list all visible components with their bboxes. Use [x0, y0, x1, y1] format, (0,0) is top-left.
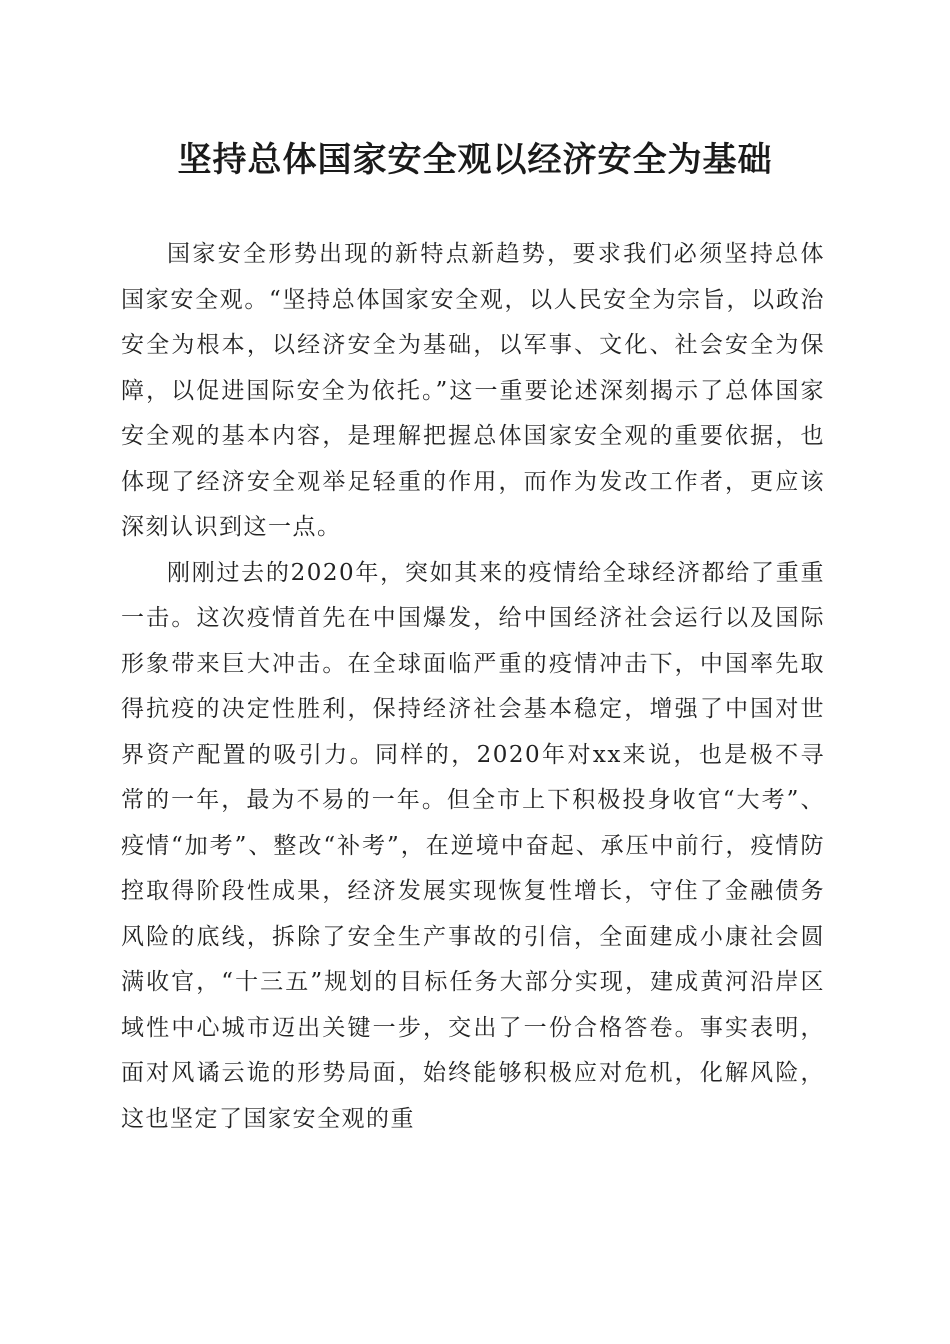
paragraph-1: 国家安全形势出现的新特点新趋势，要求我们必须坚持总体国家安全观。“坚持总体国家安全观，以人民安全为宗旨，以政治安全为根本，以经济安全为基础，以军事、文化、社会安全为保障，以促进国际安全为依托。”这一重要论述深刻揭示了总体国家安全观的基本内容，是理解把握总体国家安全观的重要依据，也体现了经济安全观举足轻重的作用，而作为发改工作者，更应该深刻认识到这一点。	[121, 241, 825, 540]
paragraph-2: 刚刚过去的2020年，突如其来的疫情给全球经济都给了重重一击。这次疫情首先在中国爆发，给中国经济社会运行以及国际形象带来巨大冲击。在全球面临严重的疫情冲击下，中国率先取得抗疫的决定性胜利，保持经济社会基本稳定，增强了中国对世界资产配置的吸引力。同样的，2020年对xx来说，也是极不寻常的一年，最为不易的一年。但全市上下积极投身收官“大考”、疫情“加考”、整改“补考”，在逆境中奋起、承压中前行，疫情防控取得阶段性成果，经济发展实现恢复性增长，守住了金融债务风险的底线，拆除了安全生产事故的引信，全面建成小康社会圆满收官，“十三五”规划的目标任务大部分实现，建成黄河沿岸区域性中心城市迈出关键一步，交出了一份合格答卷。事实表明，面对风谲云诡的形势局面，始终能够积极应对危机，化解风险，这也坚定了国家安全观的重	[121, 559, 825, 1132]
document-title: 坚持总体国家安全观以经济安全为基础	[177, 140, 773, 180]
document-body	[121, 232, 825, 1142]
